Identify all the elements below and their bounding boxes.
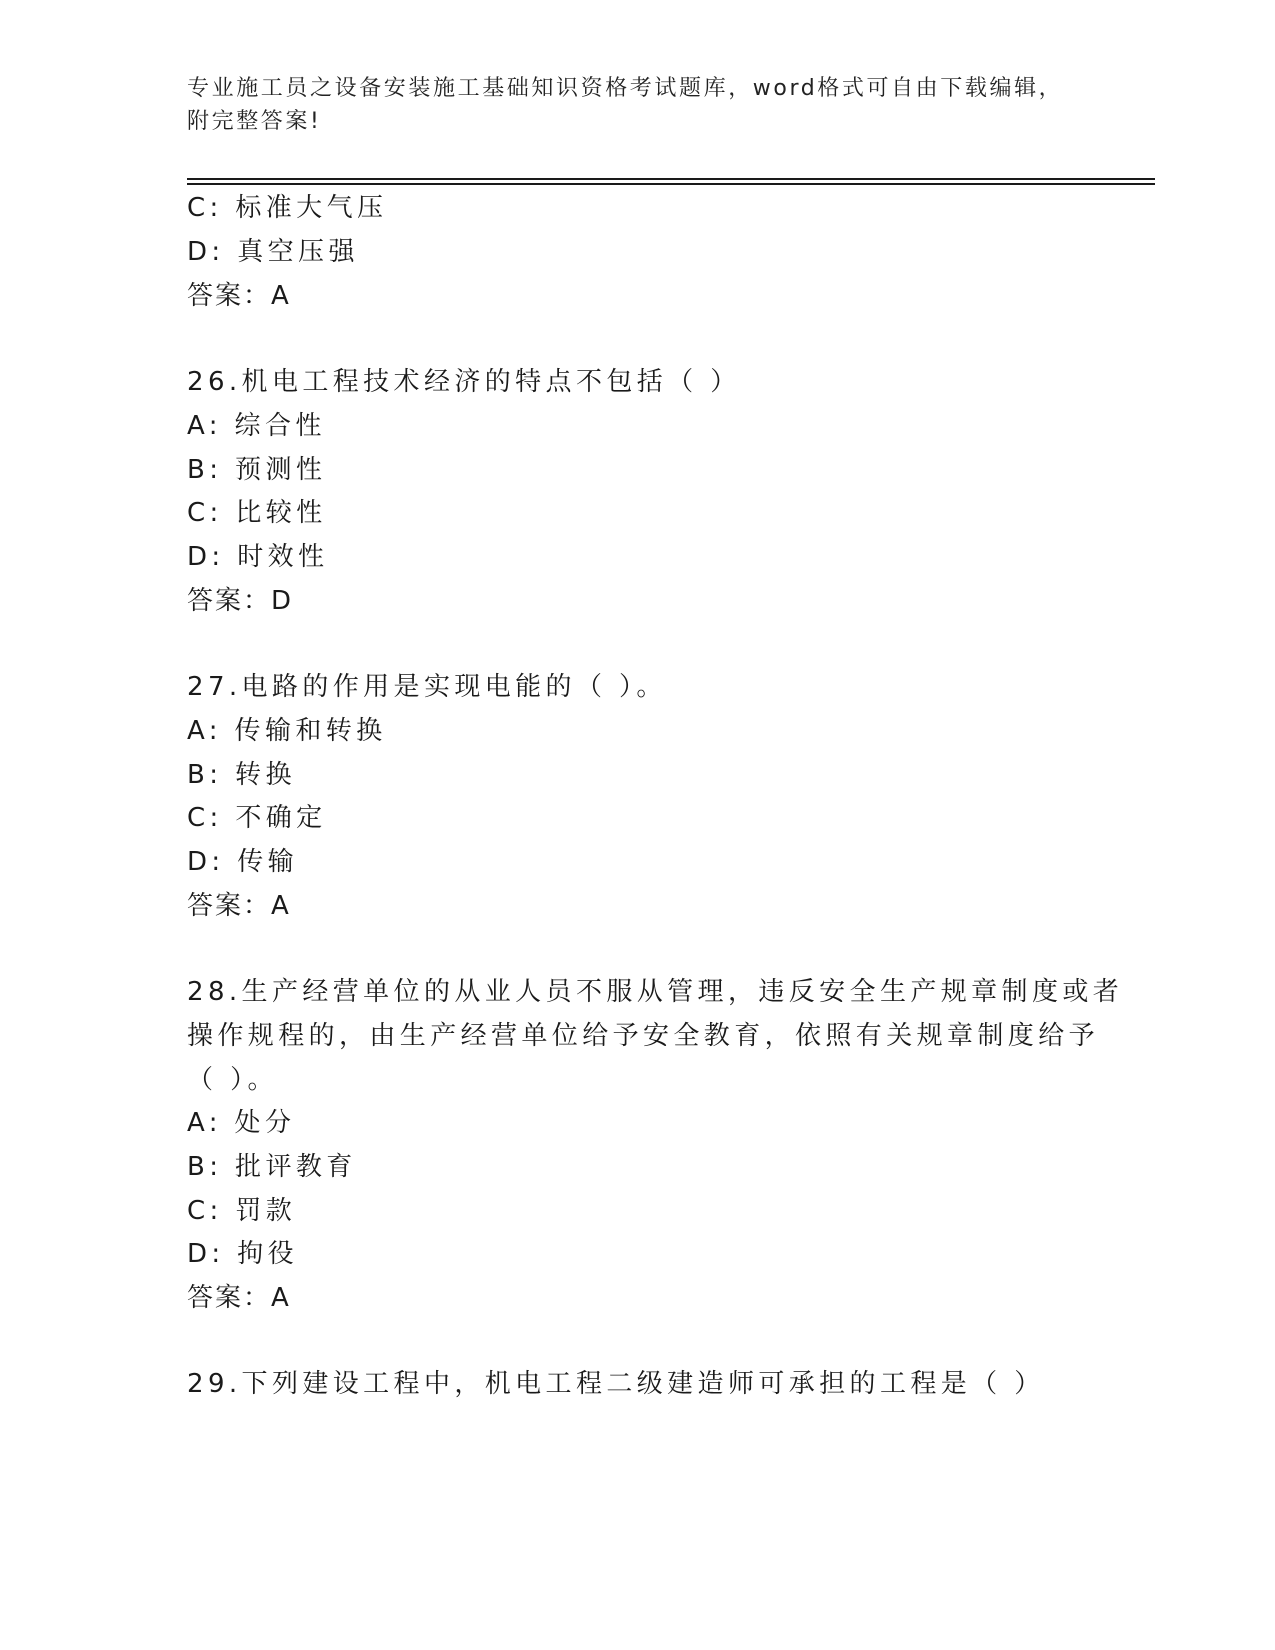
- q27-option-d: D: 传输: [187, 847, 299, 877]
- header-divider-bottom: [187, 183, 1155, 185]
- q26-option-c: C: 比较性: [187, 498, 327, 528]
- q28-stem-line-2: 操作规程的，由生产经营单位给予安全教育，依照有关规章制度给予: [187, 1021, 1100, 1051]
- q29-stem: 29.下列建设工程中，机电工程二级建造师可承担的工程是（ ）: [187, 1369, 1045, 1399]
- q28-stem-line-3: （ ）。: [187, 1065, 278, 1095]
- prev-option-d: D: 真空压强: [187, 237, 359, 267]
- q27-option-c: C: 不确定: [187, 803, 327, 833]
- q28-option-d: D: 拘役: [187, 1239, 299, 1269]
- q27-answer: 答案：A: [187, 891, 291, 921]
- document-header: [187, 72, 1067, 138]
- header-divider-top: [187, 178, 1155, 180]
- q26-answer: 答案：D: [187, 586, 294, 616]
- q27-option-b: B: 转换: [187, 760, 296, 790]
- prev-option-c: C: 标准大气压: [187, 193, 388, 223]
- q26-stem: 26.机电工程技术经济的特点不包括（ ）: [187, 367, 741, 397]
- q26-option-b: B: 预测性: [187, 455, 327, 485]
- q27-stem: 27.电路的作用是实现电能的（ ）。: [187, 672, 667, 702]
- q27-option-a: A: 传输和转换: [187, 716, 387, 746]
- q28-stem-line-1: 28.生产经营单位的从业人员不服从管理，违反安全生产规章制度或者: [187, 977, 1124, 1007]
- q26-option-a: A: 综合性: [187, 411, 326, 441]
- q28-answer: 答案：A: [187, 1283, 291, 1313]
- prev-answer: 答案：A: [187, 281, 291, 311]
- q28-option-c: C: 罚款: [187, 1196, 297, 1226]
- q26-option-d: D: 时效性: [187, 542, 329, 572]
- q28-option-b: B: 批评教育: [187, 1152, 357, 1182]
- q28-option-a: A: 处分: [187, 1108, 296, 1138]
- header-line-1: 专业施工员之设备安装施工基础知识资格考试题库，word格式可自由下载编辑，: [187, 76, 1064, 101]
- header-line-2: 附完整答案!: [187, 109, 322, 134]
